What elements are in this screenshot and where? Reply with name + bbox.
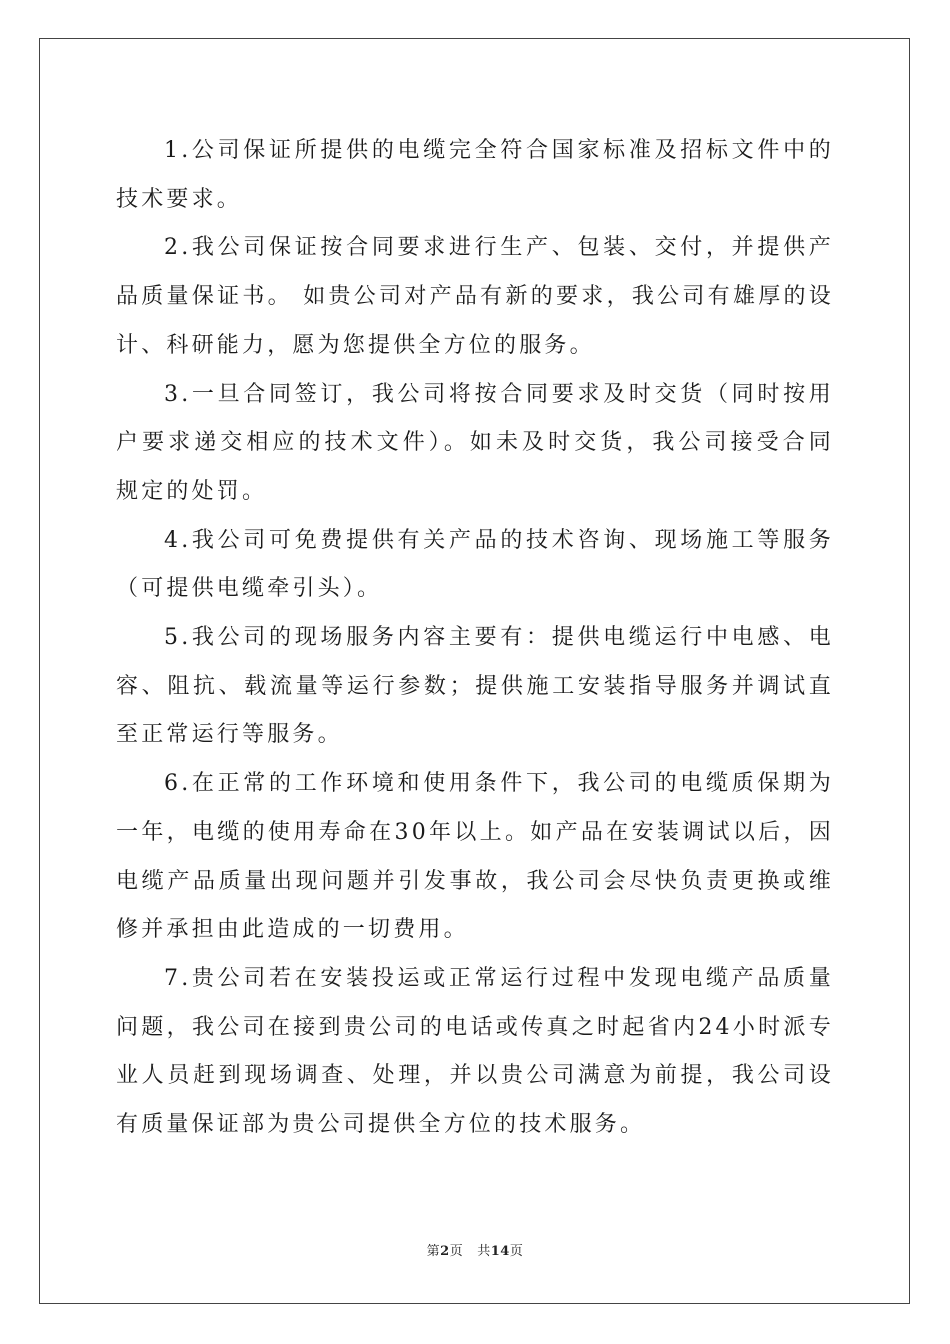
page-footer: [0, 1240, 950, 1259]
total-pages: 14: [490, 1244, 510, 1259]
paragraph-1: 1.公司保证所提供的电缆完全符合国家标准及招标文件中的技术要求。: [116, 138, 834, 212]
document-body: [116, 127, 834, 1150]
paragraph-5: 5.我公司的现场服务内容主要有：提供电缆运行中电感、电容、阻抗、载流量等运行参数；提供施工安装指导服务并调试直至正常运行等服务。: [116, 625, 834, 748]
paragraph-7: 7.贵公司若在安装投运或正常运行过程中发现电缆产品质量问题，我公司在接到贵公司的电话或传真之时起省内24小时派专业人员赶到现场调查、处理，并以贵公司满意为前提，我公司设有质量保证部为贵公司提供全方位的技术服务。: [116, 965, 834, 1138]
total-pages-label: 共14页: [477, 1244, 524, 1259]
paragraph-4: 4.我公司可免费提供有关产品的技术咨询、现场施工等服务（可提供电缆牵引头）。: [116, 527, 834, 602]
paragraph-3: 3.一旦合同签订，我公司将按合同要求及时交货（同时按用户要求递交相应的技术文件）。如未及时交货，我公司接受合同规定的处罚。: [116, 381, 834, 504]
paragraph-6: 6.在正常的工作环境和使用条件下，我公司的电缆质保期为一年，电缆的使用寿命在30年以上。如产品在安装调试以后，因电缆产品质量出现问题并引发事故，我公司会尽快负责更换或维修并承担由此造成的一切费用。: [116, 771, 834, 943]
page-number: 2: [440, 1244, 450, 1259]
paragraph-2: 2.我公司保证按合同要求进行生产、包装、交付，并提供产品质量保证书。 如贵公司对产品有新的要求，我公司有雄厚的设计、科研能力，愿为您提供全方位的服务。: [116, 235, 834, 358]
page-number-label: 第2页: [426, 1244, 464, 1259]
